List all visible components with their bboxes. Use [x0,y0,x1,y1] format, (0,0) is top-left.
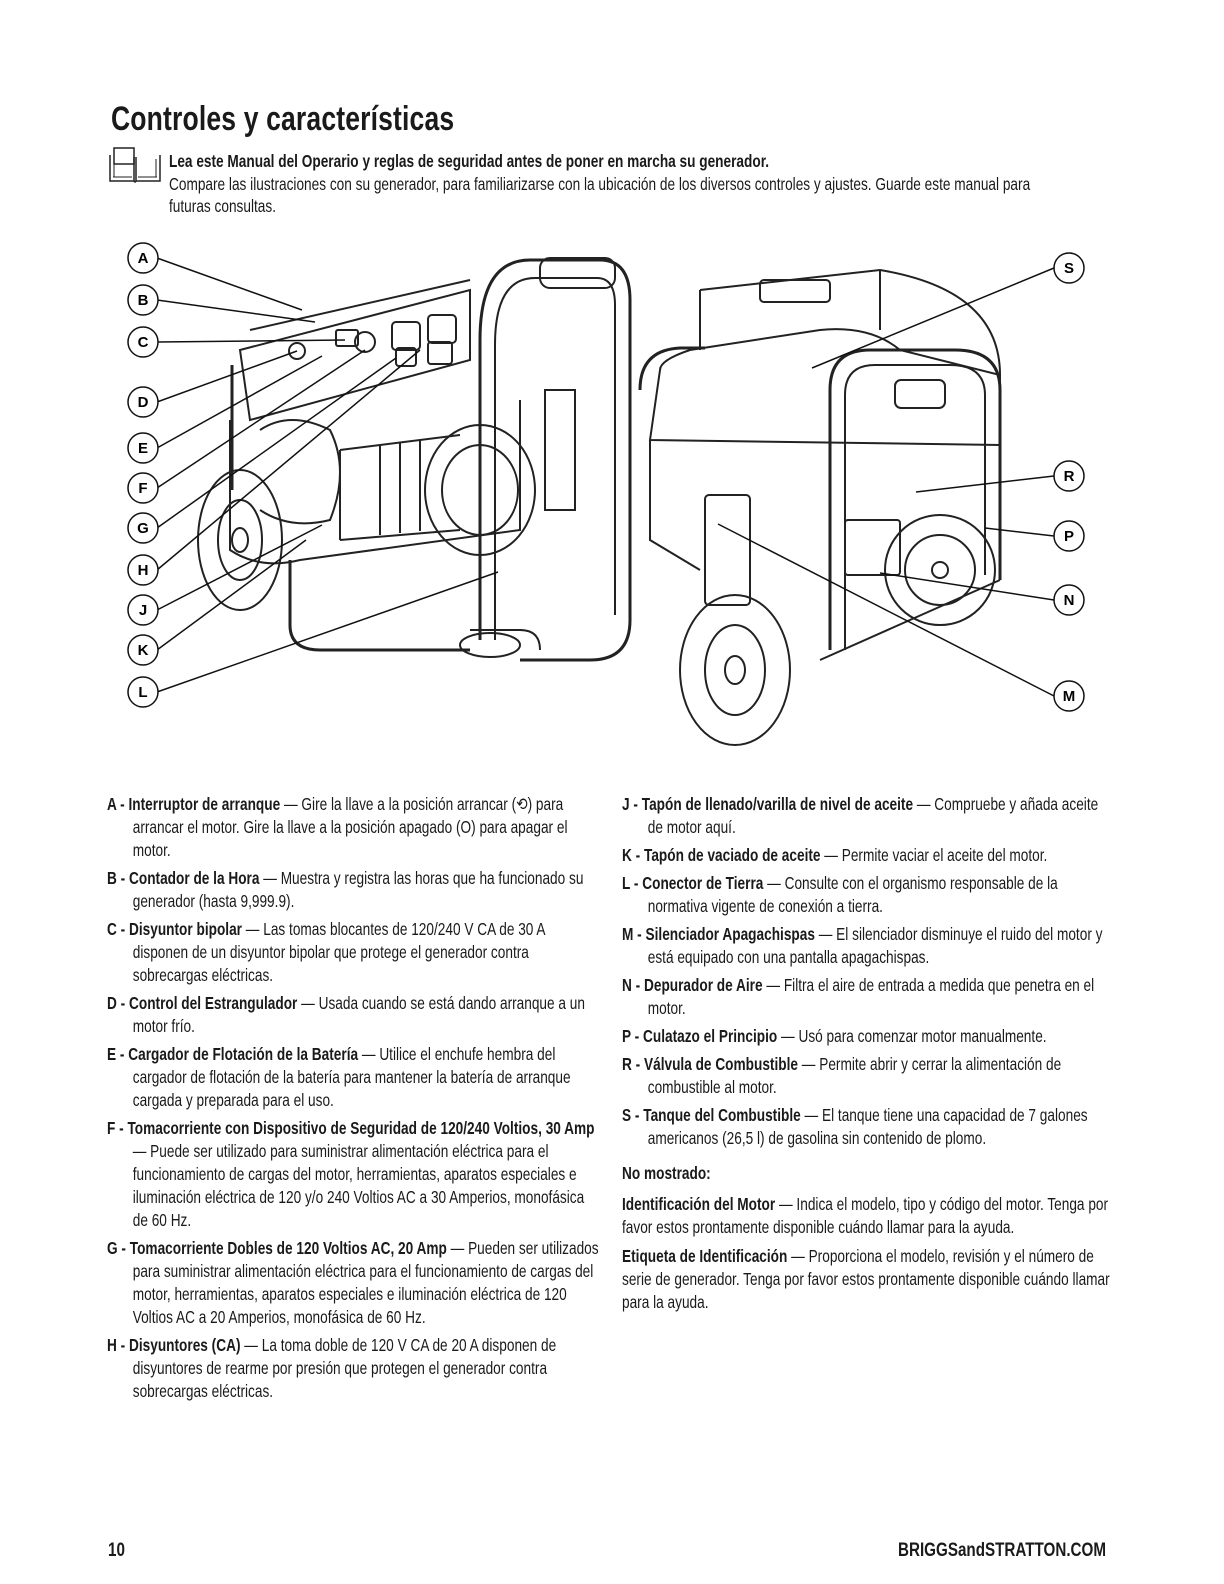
item-c: C - Disyuntor bipolar — Las tomas blocantes de 120/240 V CA de 30 A disponen de un disyuntor bipolar que protege el generador contra sobrecargas eléctricas. [107,919,545,985]
intro-block [169,150,1089,218]
svg-text:H: H [137,562,149,579]
item-d: D - Control del Estrangulador — Usada cuando se está dando arranque a un motor frío. [107,993,585,1036]
callout-s [1054,253,1084,283]
intro-warning: Lea este Manual del Operario y reglas de seguridad antes de poner en marcha su generador. [169,151,770,171]
page-title: Controles y características [111,100,455,138]
callout-n [1054,585,1084,615]
callout-c [128,327,158,357]
svg-text:P: P [1063,528,1075,545]
item-f: F - Tomacorriente con Dispositivo de Seguridad de 120/240 Voltios, 30 Amp — Puede ser utilizado para suministrar alimentación eléctrica para el funcionamiento de cargas del motor, herramientas, aparatos especiales e iluminación eléctrica de 120 y/o 240 Voltios AC a 30 Amperios, monofásica de 60 Hz. [107,1118,595,1230]
callout-e [128,433,158,463]
item-a: A - Interruptor de arranque — Gire la llave a la posición arrancar (⟲) para arrancar el motor. Gire la llave a la posición apagado (O) para apagar el motor. [107,794,568,860]
callouts-left [128,243,158,707]
svg-text:F: F [138,480,148,497]
callout-h [128,555,158,585]
svg-text:G: G [137,520,149,537]
item-l: L - Conector de Tierra — Consulte con el organismo responsable de la normativa vigente de conexión a tierra. [622,873,1058,916]
callout-p [1054,521,1084,551]
item-g: G - Tomacorriente Dobles de 120 Voltios AC, 20 Amp — Pueden ser utilizados para suministrar alimentación eléctrica para el funcionamiento de cargas del motor, herramientas, aparatos especiales e iluminación eléctrica de 120 Voltios AC a 20 Amperios, monofásica de 60 Hz. [107,1238,599,1327]
item-m: M - Silenciador Apagachispas — El silenciador disminuye el ruido del motor y está equipado con una pantalla apagachispas. [622,924,1103,967]
svg-text:E: E [137,440,149,457]
svg-text:N: N [1063,592,1075,609]
manual-book-icon [108,147,162,183]
callout-a [128,243,158,273]
generator-figure [0,230,1224,770]
item-n: N - Depurador de Aire — Filtra el aire de entrada a medida que penetra en el motor. [622,975,1095,1018]
not-shown-engine-id: Identificación del Motor — Indica el modelo, tipo y código del motor. Tenga por favor estos prontamente disponible cuándo llamar para la ayuda. [622,1194,1109,1237]
svg-text:M: M [1062,688,1076,705]
callout-b [128,285,158,315]
website-link[interactable]: BRIGGSandSTRATTON.COM [897,1540,1106,1561]
generator-rear-view [640,270,1000,745]
svg-text:J: J [138,602,148,619]
generator-front-view [198,258,630,660]
callout-k [128,635,158,665]
svg-text:A: A [137,250,149,267]
page-number: 10 [108,1540,125,1561]
not-shown-id-label: Etiqueta de Identificación — Proporciona el modelo, revisión y el número de serie de generador. Tenga por favor estos prontamente disponible cuándo llamar para la ayuda. [622,1246,1110,1312]
svg-text:C: C [137,334,149,351]
callout-r [1054,461,1084,491]
item-s: S - Tanque del Combustible — El tanque tiene una capacidad de 7 galones americanos (26,5 l) de gasolina sin contenido de plomo. [622,1105,1088,1148]
svg-text:L: L [138,684,148,701]
callout-j [128,595,158,625]
item-h: H - Disyuntores (CA) — La toma doble de 120 V CA de 20 A disponen de disyuntores de rearme por presión que protegen el generador contra sobrecargas eléctricas. [107,1335,557,1401]
callouts-right [1054,253,1084,711]
svg-text:D: D [137,394,149,411]
not-shown-heading: No mostrado: [622,1163,711,1183]
callout-d [128,387,158,417]
item-b: B - Contador de la Hora — Muestra y registra las horas que ha funcionado su generador (hasta 9,999.9). [107,868,584,911]
item-k: K - Tapón de vaciado de aceite — Permite vaciar el aceite del motor. [622,845,1048,865]
callout-f [128,473,158,503]
item-e: E - Cargador de Flotación de la Batería — Utilice el enchufe hembra del cargador de flotación de la batería para mantener la batería de arranque cargada y preparada para el uso. [107,1044,571,1110]
callout-g [128,513,158,543]
item-j: J - Tapón de llenado/varilla de nivel de aceite — Compruebe y añada aceite de motor aquí. [622,794,1099,837]
item-p: P - Culatazo el Principio — Usó para comenzar motor manualmente. [622,1026,1047,1046]
item-r: R - Válvula de Combustible — Permite abrir y cerrar la alimentación de combustible al motor. [622,1054,1062,1097]
svg-text:S: S [1063,260,1075,277]
svg-text:B: B [137,292,149,309]
callout-m [1054,681,1084,711]
svg-text:K: K [137,642,149,659]
intro-text: Compare las ilustraciones con su generador, para familiarizarse con la ubicación de los diversos controles y ajustes. Guarde este manual para futuras consultas. [169,173,1031,216]
descriptions-left-column [107,793,602,1408]
descriptions-right-column [622,793,1113,1320]
svg-text:R: R [1063,468,1075,485]
callout-l [128,677,158,707]
